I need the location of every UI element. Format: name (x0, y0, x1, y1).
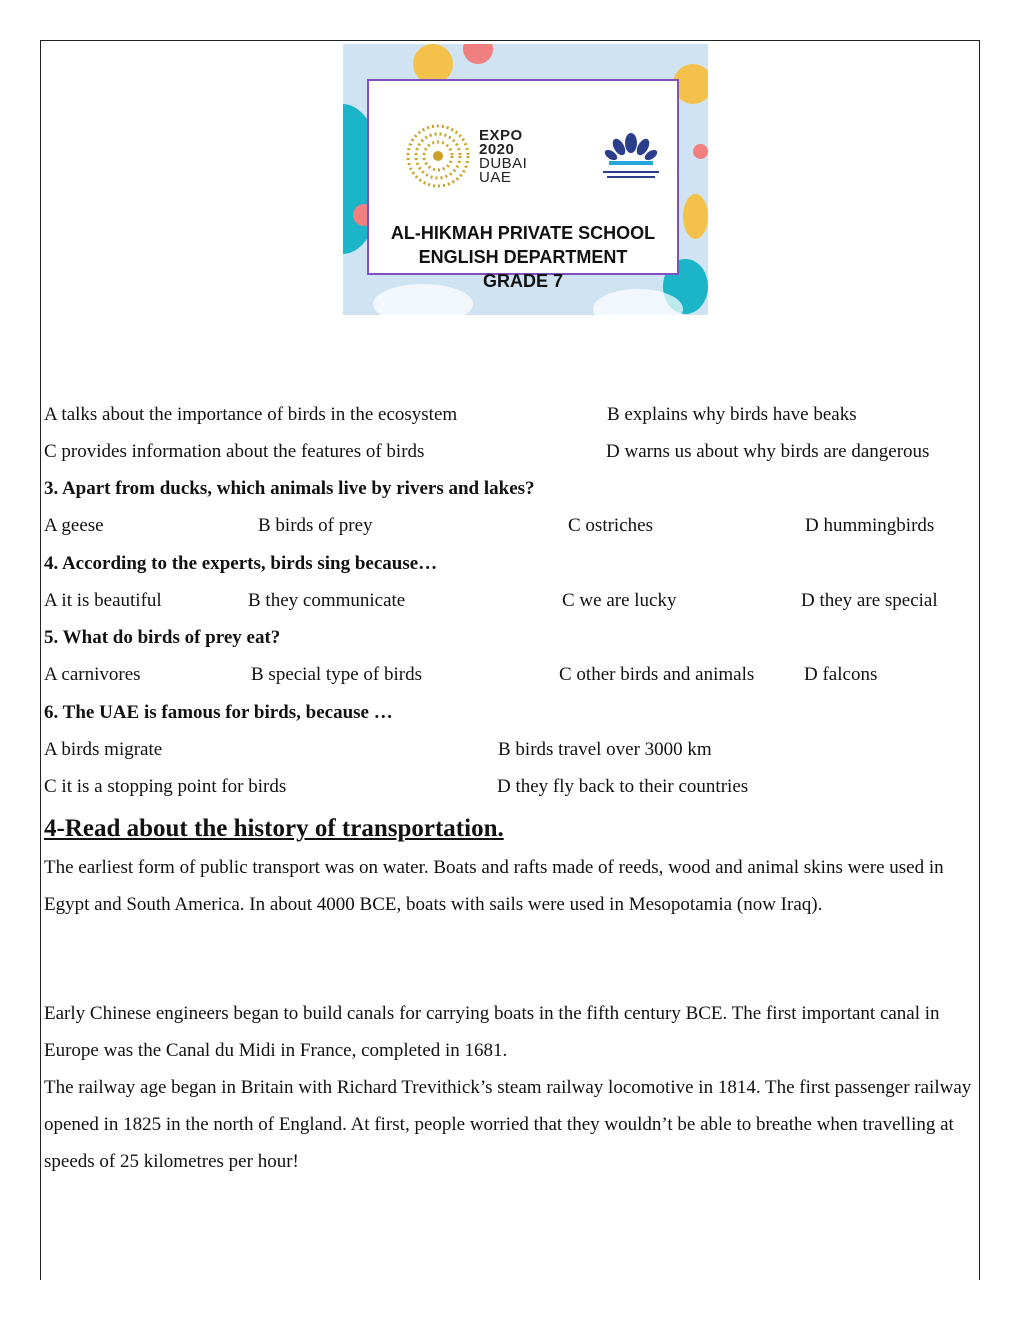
q5-option-d: D falcons (804, 664, 878, 685)
school-logo-icon (591, 129, 671, 185)
q5-option-c: C other birds and animals (559, 664, 755, 685)
q2-option-b: B explains why birds have beaks (607, 404, 857, 425)
expo-wordmark (479, 129, 527, 185)
q6-option-d: D they fly back to their countries (497, 776, 749, 797)
q6-question: 6. The UAE is famous for birds, because … (44, 702, 393, 723)
q3-question: 3. Apart from ducks, which animals live by rivers and lakes? (44, 478, 535, 499)
reading-paragraph-1: The earliest form of public transport was on water. Boats and rafts made of reeds, wood and animal skins were used in Egypt and South America. In about 4000 BCE, boats with sails were used in Mesopotamia (now Iraq). (44, 857, 944, 915)
q6-option-c: C it is a stopping point for birds (44, 776, 287, 797)
q5-question: 5. What do birds of prey eat? (44, 627, 281, 648)
q6-option-b: B birds travel over 3000 km (498, 739, 712, 760)
q2-option-d: D warns us about why birds are dangerous (606, 441, 930, 462)
q3-option-b: B birds of prey (258, 515, 373, 536)
q4-option-a: A it is beautiful (44, 590, 162, 611)
q2-option-c: C provides information about the features of birds (44, 441, 425, 462)
expo-line-4: UAE (479, 169, 512, 186)
q5-option-a: A carnivores (44, 664, 141, 685)
q3-option-c: C ostriches (568, 515, 653, 536)
school-banner (343, 44, 708, 315)
q4-option-b: B they communicate (248, 590, 406, 611)
q2-option-a: A talks about the importance of birds in the ecosystem (44, 404, 458, 425)
section-4-heading: 4-Read about the history of transportation. (44, 815, 504, 842)
school-name: AL-HIKMAH PRIVATE SCHOOL (390, 223, 656, 243)
q5-option-b: B special type of birds (251, 664, 422, 685)
q4-option-c: C we are lucky (562, 590, 677, 611)
q3-option-a: A geese (44, 515, 104, 536)
expo-line-2: 2020 (479, 141, 515, 158)
q4-option-d: D they are special (801, 590, 938, 611)
banner-card (367, 79, 679, 291)
expo-line-1: EXPO (479, 127, 523, 144)
reading-paragraph-3: The railway age began in Britain with Richard Trevithick’s steam railway locomotive in 1814. The first passenger railway opened in 1825 in the north of England. At first, people worried that they wouldn’t be able to breathe when travelling at speeds of 25 kilometres per hour! (44, 1077, 972, 1172)
q3-option-d: D hummingbirds (805, 515, 935, 536)
q4-question: 4. According to the experts, birds sing because… (44, 553, 438, 574)
expo-logo-icon (405, 123, 471, 189)
q6-option-a: A birds migrate (44, 739, 163, 760)
grade-label: GRADE 7 (482, 271, 563, 291)
reading-paragraph-2: Early Chinese engineers began to build canals for carrying boats in the fifth century BCE. The first important canal in Europe was the Canal du Midi in France, completed in 1681. (44, 1003, 940, 1061)
department-name: ENGLISH DEPARTMENT (418, 247, 628, 267)
expo-line-3: DUBAI (479, 155, 528, 172)
